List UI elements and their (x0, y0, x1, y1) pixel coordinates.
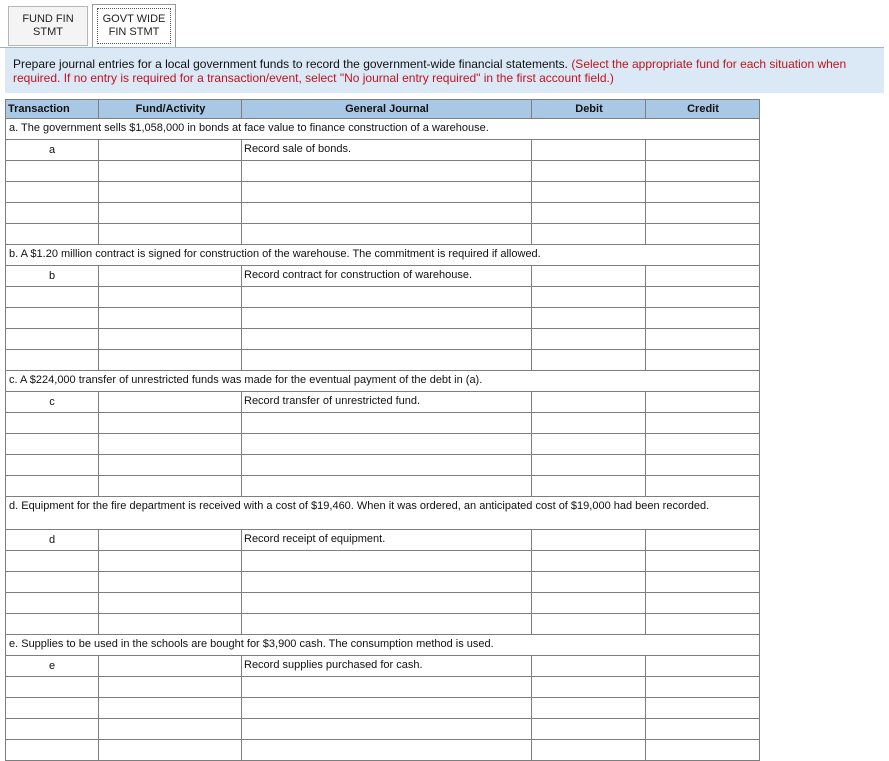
debit-input[interactable] (531, 572, 645, 592)
journal-row (5, 656, 760, 677)
credit-input[interactable] (645, 614, 759, 634)
credit-input[interactable] (645, 266, 759, 286)
record-note: Record receipt of equipment. (241, 530, 531, 550)
account-select[interactable] (241, 476, 531, 496)
transaction-cell (6, 614, 98, 634)
header-transaction: Transaction (8, 103, 70, 115)
debit-input[interactable] (531, 266, 645, 286)
journal-row (5, 392, 760, 413)
fund-activity-select[interactable] (98, 266, 241, 286)
fund-activity-select[interactable] (98, 677, 241, 697)
credit-input[interactable] (645, 698, 759, 718)
transaction-cell (6, 476, 98, 496)
header-fund-activity: Fund/Activity (98, 100, 242, 118)
journal-row (5, 740, 760, 761)
fund-activity-select[interactable] (98, 350, 241, 370)
debit-input[interactable] (531, 350, 645, 370)
journal-row (5, 455, 760, 476)
transaction-cell (6, 593, 98, 613)
transaction-cell: c (49, 396, 55, 408)
instructions-panel (5, 48, 884, 93)
transaction-description: d. Equipment for the fire department is received with a cost of $19,460. When it was ordered, an anticipated cost of $19,000 had been recorded. (5, 497, 760, 530)
credit-input[interactable] (645, 329, 759, 349)
transaction-cell (6, 698, 98, 718)
transaction-description: c. A $224,000 transfer of unrestricted funds was made for the eventual payment of the debt in (a). (5, 371, 760, 392)
table-header (5, 99, 760, 119)
debit-input[interactable] (531, 656, 645, 676)
debit-input[interactable] (531, 308, 645, 328)
credit-input[interactable] (645, 434, 759, 454)
transaction-cell (6, 434, 98, 454)
instructions-note: (Select the appropriate fund for each situation when required. If no entry is required for a transaction/event, select "No journal entry required" in the first account field.) (13, 57, 847, 85)
tab-govt-wide-fin-stmt[interactable] (92, 4, 176, 48)
debit-input[interactable] (531, 287, 645, 307)
account-select[interactable] (241, 182, 531, 202)
transaction-cell: d (48, 534, 56, 546)
credit-input[interactable] (645, 308, 759, 328)
transaction-cell: e (48, 660, 56, 672)
debit-input[interactable] (531, 392, 645, 412)
journal-row (5, 614, 760, 635)
fund-activity-select[interactable] (98, 413, 241, 433)
fund-activity-select[interactable] (98, 740, 241, 760)
journal-table (5, 99, 760, 761)
credit-input[interactable] (645, 350, 759, 370)
journal-row (5, 182, 760, 203)
credit-input[interactable] (645, 572, 759, 592)
credit-input[interactable] (645, 719, 759, 739)
credit-input[interactable] (645, 203, 759, 223)
fund-activity-select[interactable] (98, 140, 241, 160)
transaction-cell (6, 308, 98, 328)
transaction-cell (6, 740, 98, 760)
debit-input[interactable] (531, 455, 645, 475)
transaction-cell (6, 719, 98, 739)
fund-activity-select[interactable] (98, 329, 241, 349)
journal-row (5, 308, 760, 329)
transaction-description: b. A $1.20 million contract is signed for construction of the warehouse. The commitment is required if allowed. (5, 245, 760, 266)
fund-activity-select[interactable] (98, 593, 241, 613)
fund-activity-select[interactable] (98, 698, 241, 718)
credit-input[interactable] (645, 551, 759, 571)
transaction-cell: b (48, 270, 56, 282)
transaction-cell (6, 455, 98, 475)
transaction-cell (6, 287, 98, 307)
transaction-cell (6, 572, 98, 592)
journal-row (5, 203, 760, 224)
journal-row (5, 224, 760, 245)
debit-input[interactable] (531, 413, 645, 433)
record-note: Record contract for construction of warehouse. (241, 266, 531, 286)
debit-input[interactable] (531, 719, 645, 739)
journal-row (5, 530, 760, 551)
journal-row (5, 434, 760, 455)
account-select[interactable] (241, 329, 531, 349)
transaction-cell (6, 350, 98, 370)
credit-input[interactable] (645, 182, 759, 202)
journal-row (5, 350, 760, 371)
account-select[interactable] (241, 551, 531, 571)
tab-bar (0, 0, 889, 48)
debit-input[interactable] (531, 614, 645, 634)
fund-activity-select[interactable] (98, 530, 241, 550)
tab-label: FUND FIN STMT (22, 13, 74, 38)
account-select[interactable] (241, 203, 531, 223)
account-select[interactable] (241, 413, 531, 433)
credit-input[interactable] (645, 455, 759, 475)
journal-row (5, 140, 760, 161)
debit-input[interactable] (531, 434, 645, 454)
fund-activity-select[interactable] (98, 434, 241, 454)
fund-activity-select[interactable] (98, 224, 241, 244)
journal-row (5, 698, 760, 719)
fund-activity-select[interactable] (98, 719, 241, 739)
credit-input[interactable] (645, 392, 759, 412)
fund-activity-select[interactable] (98, 476, 241, 496)
journal-row (5, 266, 760, 287)
account-select[interactable] (241, 224, 531, 244)
credit-input[interactable] (645, 140, 759, 160)
debit-input[interactable] (531, 476, 645, 496)
transaction-cell (6, 329, 98, 349)
account-select[interactable] (241, 698, 531, 718)
account-select[interactable] (241, 434, 531, 454)
transaction-description: e. Supplies to be used in the schools are bought for $3,900 cash. The consumption method is used. (5, 635, 760, 656)
header-credit: Credit (645, 100, 760, 118)
credit-input[interactable] (645, 656, 759, 676)
debit-input[interactable] (531, 161, 645, 181)
fund-activity-select[interactable] (98, 392, 241, 412)
credit-input[interactable] (645, 677, 759, 697)
debit-input[interactable] (531, 551, 645, 571)
credit-input[interactable] (645, 287, 759, 307)
transaction-description: a. The government sells $1,058,000 in bonds at face value to finance construction of a warehouse. (5, 119, 760, 140)
credit-input[interactable] (645, 476, 759, 496)
fund-activity-select[interactable] (98, 572, 241, 592)
transaction-cell (6, 203, 98, 223)
fund-activity-select[interactable] (98, 455, 241, 475)
fund-activity-select[interactable] (98, 203, 241, 223)
account-select[interactable] (241, 572, 531, 592)
transaction-cell (6, 677, 98, 697)
fund-activity-select[interactable] (98, 161, 241, 181)
account-select[interactable] (241, 740, 531, 760)
record-note: Record sale of bonds. (241, 140, 531, 160)
header-general-journal: General Journal (241, 100, 532, 118)
account-select[interactable] (241, 614, 531, 634)
record-note: Record transfer of unrestricted fund. (241, 392, 531, 412)
fund-activity-select[interactable] (98, 551, 241, 571)
credit-input[interactable] (645, 161, 759, 181)
record-note: Record supplies purchased for cash. (241, 656, 531, 676)
journal-row (5, 287, 760, 308)
debit-input[interactable] (531, 677, 645, 697)
transaction-cell (6, 413, 98, 433)
journal-row (5, 677, 760, 698)
credit-input[interactable] (645, 740, 759, 760)
account-select[interactable] (241, 287, 531, 307)
journal-row (5, 413, 760, 434)
debit-input[interactable] (531, 530, 645, 550)
transaction-cell: a (48, 144, 56, 156)
debit-input[interactable] (531, 329, 645, 349)
credit-input[interactable] (645, 413, 759, 433)
transaction-cell (6, 551, 98, 571)
journal-row (5, 572, 760, 593)
debit-input[interactable] (531, 593, 645, 613)
tab-fund-fin-stmt[interactable] (8, 6, 88, 46)
transaction-cell (6, 224, 98, 244)
account-select[interactable] (241, 719, 531, 739)
account-select[interactable] (241, 593, 531, 613)
fund-activity-select[interactable] (98, 182, 241, 202)
fund-activity-select[interactable] (98, 614, 241, 634)
account-select[interactable] (241, 455, 531, 475)
account-select[interactable] (241, 161, 531, 181)
journal-row (5, 476, 760, 497)
journal-row (5, 551, 760, 572)
fund-activity-select[interactable] (98, 287, 241, 307)
debit-input[interactable] (531, 224, 645, 244)
credit-input[interactable] (645, 593, 759, 613)
credit-input[interactable] (645, 530, 759, 550)
journal-row (5, 593, 760, 614)
debit-input[interactable] (531, 698, 645, 718)
journal-sections (5, 119, 760, 761)
debit-input[interactable] (531, 203, 645, 223)
journal-row (5, 719, 760, 740)
fund-activity-select[interactable] (98, 308, 241, 328)
credit-input[interactable] (645, 224, 759, 244)
account-select[interactable] (241, 308, 531, 328)
account-select[interactable] (241, 350, 531, 370)
transaction-cell (6, 182, 98, 202)
debit-input[interactable] (531, 182, 645, 202)
tab-label: GOVT WIDE FIN STMT (97, 8, 172, 44)
header-debit: Debit (531, 100, 646, 118)
fund-activity-select[interactable] (98, 656, 241, 676)
journal-row (5, 329, 760, 350)
debit-input[interactable] (531, 740, 645, 760)
account-select[interactable] (241, 677, 531, 697)
transaction-cell (6, 161, 98, 181)
journal-row (5, 161, 760, 182)
instructions-main: Prepare journal entries for a local government funds to record the government-wide financial statements. (13, 57, 568, 71)
debit-input[interactable] (531, 140, 645, 160)
